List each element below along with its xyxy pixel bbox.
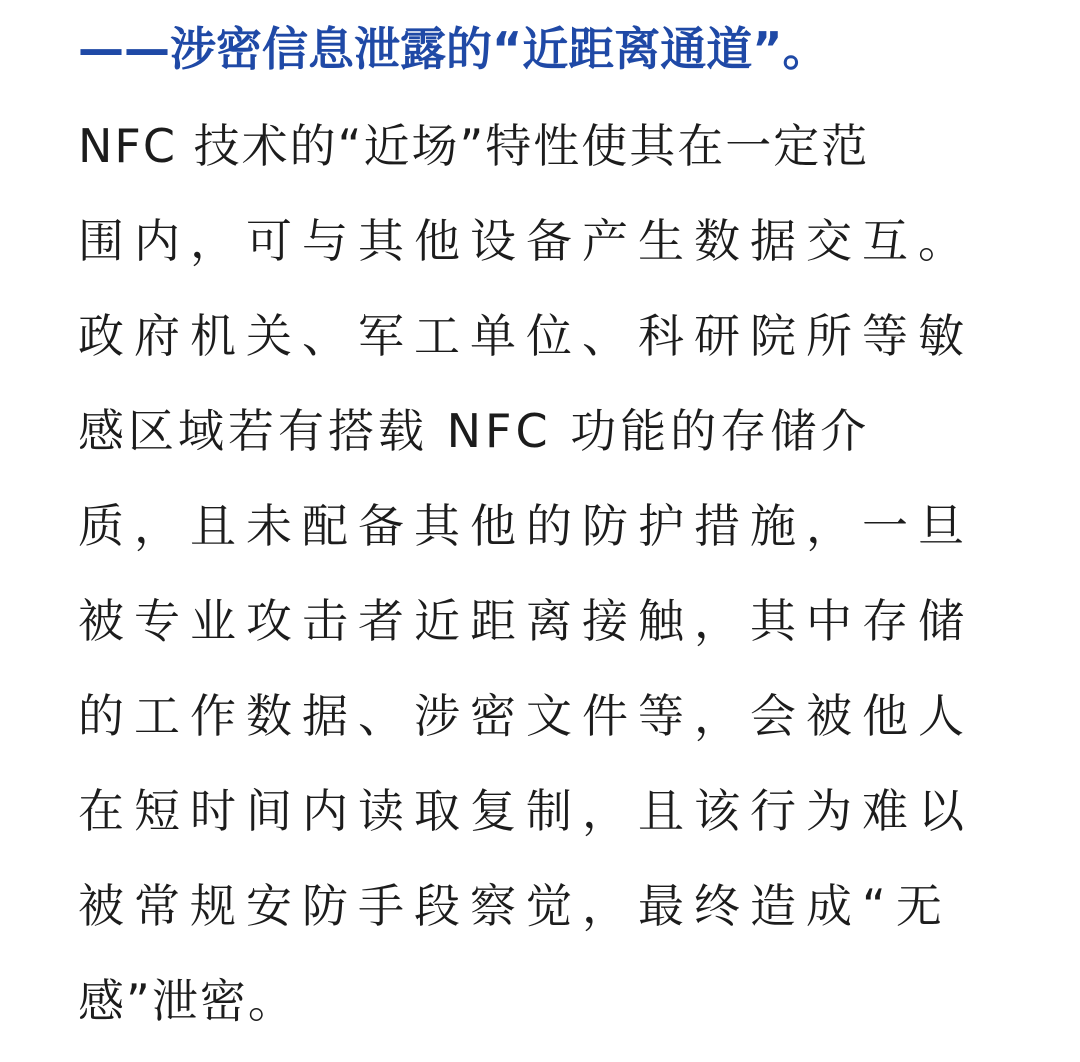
paragraph-line: 被常规安防手段察觉，最终造成“无 xyxy=(78,879,952,933)
paragraph-line: 感”泄密。 xyxy=(78,974,296,1028)
paragraph-line: 围内，可与其他设备产生数据交互。 xyxy=(78,214,974,268)
paragraph-line: 政府机关、军工单位、科研院所等敏 xyxy=(78,309,974,363)
paragraph-line: 质，且未配备其他的防护措施，一旦 xyxy=(78,499,974,553)
paragraph-line: 感区域若有搭载 NFC 功能的存储介 xyxy=(78,404,871,458)
paragraph-line: 在短时间内读取复制，且该行为难以 xyxy=(78,784,974,838)
paragraph-line: NFC 技术的“近场”特性使其在一定范 xyxy=(78,119,870,173)
paragraph-line: 的工作数据、涉密文件等，会被他人 xyxy=(78,689,974,743)
paragraph-line: 被专业攻击者近距离接触，其中存储 xyxy=(78,594,974,648)
section-subheading: ——涉密信息泄露的“近距离通道”。 xyxy=(78,22,829,76)
